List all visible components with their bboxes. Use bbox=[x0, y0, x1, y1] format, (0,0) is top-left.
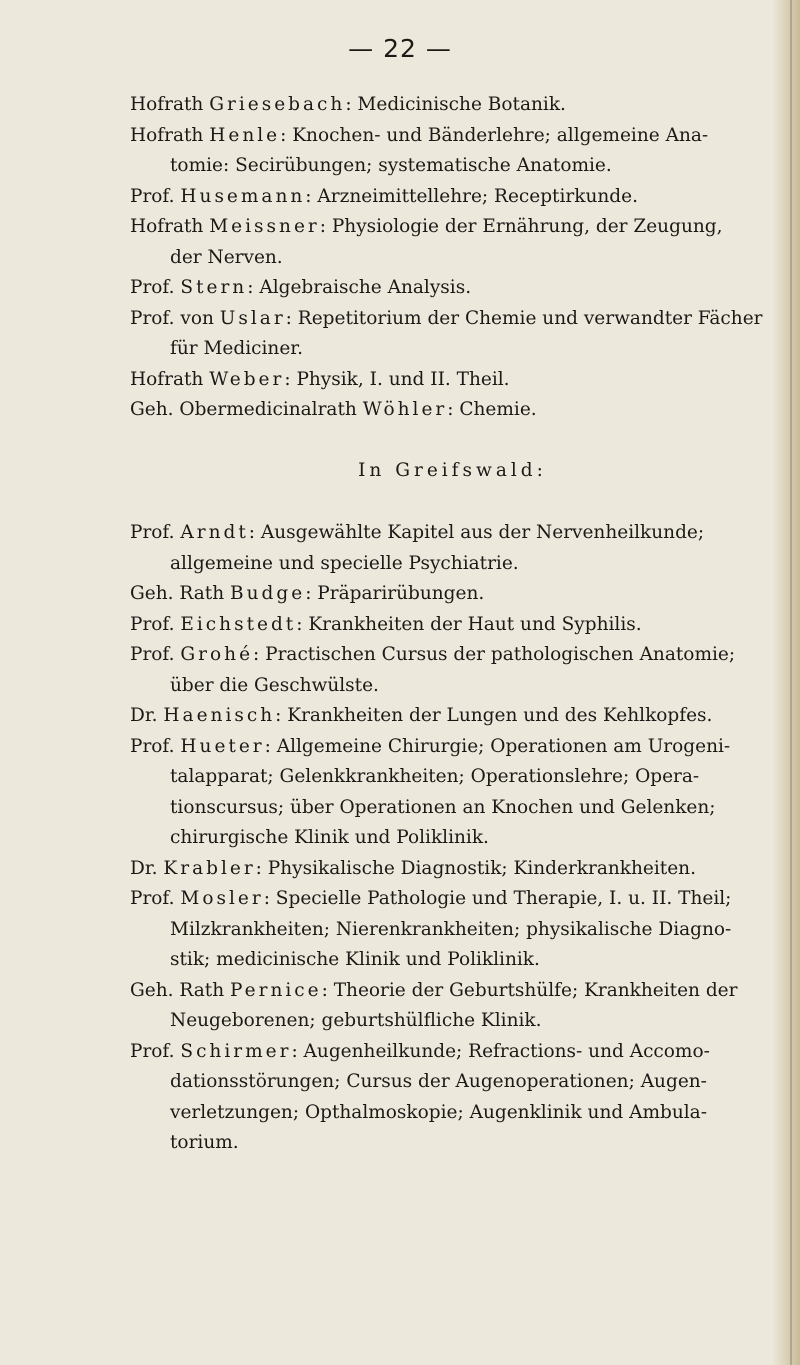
entry-first-line bbox=[130, 884, 775, 915]
entry-continuation-line bbox=[130, 793, 775, 824]
entry-continuation-line bbox=[130, 762, 775, 793]
entry-first-line bbox=[130, 732, 775, 763]
lecturer-title: Prof. bbox=[130, 888, 175, 909]
lecture-entry bbox=[130, 182, 775, 213]
lecture-entry bbox=[130, 701, 775, 732]
lecturer-title: Prof. bbox=[130, 522, 175, 543]
lecturer-title: Geh. Rath bbox=[130, 979, 225, 1001]
lecturer-name: Wöhler bbox=[362, 399, 448, 420]
lecture-text: : Arzneimittellehre; Receptirkunde. bbox=[305, 185, 638, 207]
lecture-text: : Algebraische Analysis. bbox=[247, 277, 472, 298]
lecture-text: : Chemie. bbox=[447, 399, 537, 420]
lecture-text: : Knochen- und Bänderlehre; allgemeine Ana- bbox=[280, 124, 709, 146]
lecturer-title: Prof. bbox=[130, 277, 175, 298]
lecturer-name: Mosler bbox=[180, 888, 264, 909]
page-edge-line bbox=[790, 0, 792, 1365]
entry-first-line bbox=[130, 1037, 775, 1068]
section-title-greifswald: In Greifswald: bbox=[358, 459, 547, 481]
lecturer-name: Haenisch bbox=[163, 705, 276, 726]
lecture-text: für Mediciner. bbox=[170, 338, 303, 359]
lecturer-name: Budge bbox=[230, 583, 306, 604]
lecture-text: : Physik, I. und II. Theil. bbox=[284, 368, 510, 390]
lecture-text: : Ausgewählte Kapitel aus der Nervenheilkunde; bbox=[248, 522, 705, 543]
lecture-text: der Nerven. bbox=[170, 246, 283, 268]
lecture-text: : Theorie der Geburtshülfe; Krankheiten der bbox=[321, 979, 738, 1001]
lecture-text: verletzungen; Opthalmoskopie; Augenklinik und Ambula- bbox=[170, 1101, 707, 1123]
lecture-text: Neugeborenen; geburtshülfliche Klinik. bbox=[170, 1010, 542, 1031]
lecturer-title: Prof. bbox=[130, 735, 175, 757]
lecture-text: : Specielle Pathologie und Therapie, I. u. II. Theil; bbox=[263, 888, 732, 909]
entry-continuation-line bbox=[130, 915, 775, 946]
lecture-text: : Practischen Cursus der pathologischen Anatomie; bbox=[253, 644, 736, 665]
lecturer-name: Weber bbox=[209, 368, 285, 390]
lecture-text: talapparat; Gelenkkrankheiten; Operationslehre; Opera- bbox=[170, 766, 700, 787]
lecture-list-goettingen bbox=[130, 90, 775, 426]
page-number: — 22 — bbox=[348, 34, 452, 63]
entry-first-line bbox=[130, 90, 775, 121]
lecturer-title: Hofrath bbox=[130, 124, 204, 146]
lecture-entry bbox=[130, 854, 775, 885]
entry-continuation-line bbox=[130, 151, 775, 182]
entry-first-line bbox=[130, 273, 775, 304]
entry-continuation-line bbox=[130, 1006, 775, 1037]
lecturer-title: Hofrath bbox=[130, 94, 204, 115]
lecturer-name: Grohé bbox=[180, 644, 254, 665]
entry-first-line bbox=[130, 579, 775, 610]
lecturer-title: Dr. bbox=[130, 857, 158, 879]
entry-first-line bbox=[130, 304, 775, 335]
lecture-text: chirurgische Klinik und Poliklinik. bbox=[170, 827, 489, 848]
lecturer-title: Hofrath bbox=[130, 368, 204, 390]
lecture-list-greifswald bbox=[130, 518, 775, 1159]
lecturer-title: Prof. bbox=[130, 1040, 175, 1062]
entry-continuation-line bbox=[130, 549, 775, 580]
lecturer-name: Schirmer bbox=[180, 1040, 292, 1062]
lecturer-name: Meissner bbox=[209, 216, 320, 237]
lecturer-name: Husemann bbox=[180, 185, 306, 207]
entry-continuation-line bbox=[130, 671, 775, 702]
lecture-entry bbox=[130, 395, 775, 426]
lecture-text: über die Geschwülste. bbox=[170, 674, 379, 696]
entry-first-line bbox=[130, 395, 775, 426]
lecture-entry bbox=[130, 304, 775, 365]
lecture-text: : Krankheiten der Haut und Syphilis. bbox=[296, 613, 642, 635]
lecture-entry bbox=[130, 884, 775, 976]
entry-continuation-line bbox=[130, 334, 775, 365]
entry-first-line bbox=[130, 976, 775, 1007]
entry-first-line bbox=[130, 365, 775, 396]
entry-first-line bbox=[130, 701, 775, 732]
lecturer-name: Uslar bbox=[219, 307, 286, 329]
lecturer-title: Prof. bbox=[130, 644, 175, 665]
lecture-entry bbox=[130, 1037, 775, 1159]
lecture-text: : Physikalische Diagnostik; Kinderkrankheiten. bbox=[255, 857, 696, 879]
lecture-text: : Augenheilkunde; Refractions- und Accomo- bbox=[291, 1040, 710, 1062]
lecture-text: torium. bbox=[170, 1132, 239, 1153]
lecture-entry bbox=[130, 976, 775, 1037]
lecturer-name: Griesebach bbox=[209, 94, 346, 115]
entry-continuation-line bbox=[130, 1067, 775, 1098]
lecture-text: : Medicinische Botanik. bbox=[345, 94, 566, 115]
lecture-entry bbox=[130, 90, 775, 121]
lecturer-name: Krabler bbox=[163, 857, 256, 879]
page-edge-shadow bbox=[772, 0, 800, 1365]
lecture-entry bbox=[130, 212, 775, 273]
lecturer-title: Dr. bbox=[130, 705, 158, 726]
entry-first-line bbox=[130, 640, 775, 671]
lecturer-name: Stern bbox=[180, 277, 248, 298]
entry-first-line bbox=[130, 121, 775, 152]
lecturer-title: Geh. Obermedicinalrath bbox=[130, 399, 357, 420]
lecture-entry bbox=[130, 518, 775, 579]
lecturer-name: Arndt bbox=[180, 522, 249, 543]
entry-first-line bbox=[130, 212, 775, 243]
entry-first-line bbox=[130, 854, 775, 885]
entry-continuation-line bbox=[130, 1098, 775, 1129]
lecturer-title: Prof. bbox=[130, 613, 175, 635]
lecture-entry bbox=[130, 273, 775, 304]
lecture-text: tomie: Secirübungen; systematische Anatomie. bbox=[170, 155, 612, 176]
entry-first-line bbox=[130, 182, 775, 213]
lecture-entry bbox=[130, 640, 775, 701]
lecturer-title: Hofrath bbox=[130, 216, 204, 237]
entry-continuation-line bbox=[130, 243, 775, 274]
lecture-text: : Allgemeine Chirurgie; Operationen am Urogeni- bbox=[264, 735, 731, 757]
lecture-entry bbox=[130, 579, 775, 610]
lecture-entry bbox=[130, 610, 775, 641]
lecture-text: : Krankheiten der Lungen und des Kehlkopfes. bbox=[275, 705, 713, 726]
lecturer-name: Eichstedt bbox=[180, 613, 297, 635]
lecture-text: stik; medicinische Klinik und Poliklinik. bbox=[170, 949, 540, 970]
entry-first-line bbox=[130, 518, 775, 549]
lecture-text: allgemeine und specielle Psychiatrie. bbox=[170, 552, 519, 574]
lecturer-name: Henle bbox=[209, 124, 281, 146]
lecture-text: : Physiologie der Ernährung, der Zeugung, bbox=[319, 216, 723, 237]
lecturer-title: Prof. von bbox=[130, 307, 214, 329]
lecture-text: : Repetitorium der Chemie und verwandter Fächer bbox=[285, 307, 763, 329]
entry-first-line bbox=[130, 610, 775, 641]
lecturer-title: Geh. Rath bbox=[130, 583, 225, 604]
lecture-text: tionscursus; über Operationen an Knochen und Gelenken; bbox=[170, 796, 716, 818]
lecture-entry bbox=[130, 365, 775, 396]
entry-continuation-line bbox=[130, 1128, 775, 1159]
lecturer-title: Prof. bbox=[130, 185, 175, 207]
lecturer-name: Hueter bbox=[180, 735, 265, 757]
entry-continuation-line bbox=[130, 945, 775, 976]
lecture-list bbox=[130, 90, 775, 1159]
lecture-entry bbox=[130, 121, 775, 182]
lecture-text: Milzkrankheiten; Nierenkrankheiten; physikalische Diagno- bbox=[170, 918, 732, 940]
lecture-entry bbox=[130, 732, 775, 854]
entry-continuation-line bbox=[130, 823, 775, 854]
lecturer-name: Pernice bbox=[230, 979, 322, 1001]
lecture-text: : Präparirübungen. bbox=[305, 583, 485, 604]
lecture-text: dationsstörungen; Cursus der Augenoperationen; Augen- bbox=[170, 1071, 707, 1092]
